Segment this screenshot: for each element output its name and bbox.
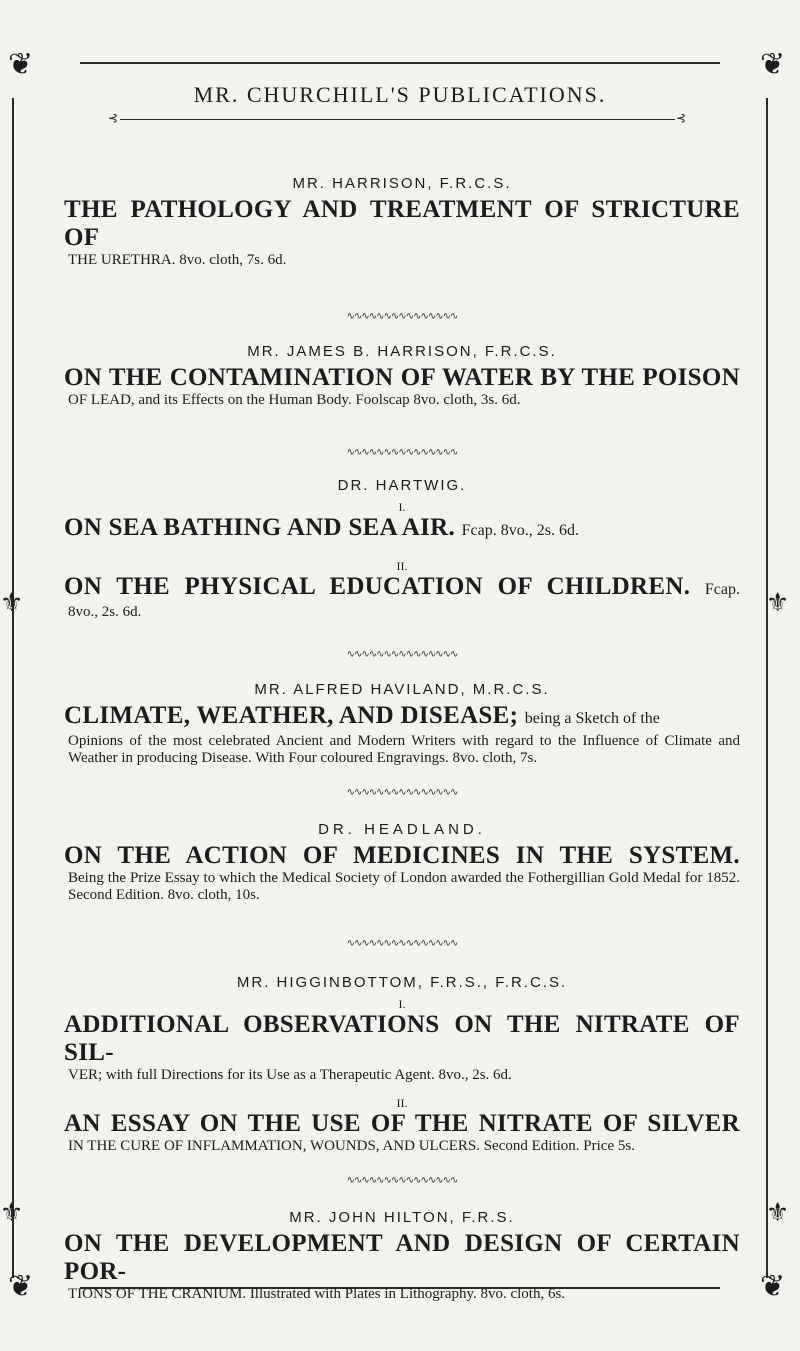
right-rule	[766, 98, 768, 1278]
entry-higginbottom	[64, 974, 740, 1155]
corner-ornament-top-right: ❦	[760, 47, 786, 82]
entry-haviland	[64, 681, 740, 767]
side-ornament-left-bottom: ⚜	[0, 1198, 24, 1228]
wavy-divider: ∿∿∿∿∿∿∿∿∿∿∿∿∿∿∿	[346, 1175, 458, 1186]
entry-james-harrison	[64, 343, 740, 409]
work-title: ADDITIONAL OBSERVATIONS ON THE NITRATE OF SIL-	[64, 1011, 740, 1066]
work-details: 8vo., 2s. 6d.	[68, 604, 142, 620]
work-details: VER; with full Directions for its Use as a Therapeutic Agent. 8vo., 2s. 6d.	[68, 1067, 512, 1083]
work-number: I.	[398, 500, 406, 514]
work-title-suffix: being a Sketch of the	[524, 710, 660, 727]
corner-ornament-bottom-left: ❦	[8, 1269, 34, 1304]
side-ornament-right-top: ⚜	[766, 588, 790, 618]
work-details: OF LEAD, and its Effects on the Human Body. Foolscap 8vo. cloth, 3s. 6d.	[68, 392, 521, 408]
left-rule	[12, 98, 14, 1278]
page-header: MR. CHURCHILL'S PUBLICATIONS.	[193, 82, 607, 107]
wavy-divider: ∿∿∿∿∿∿∿∿∿∿∿∿∿∿∿	[346, 311, 458, 322]
work-details: TIONS OF THE CRANIUM. Illustrated with Plates in Lithography. 8vo. cloth, 6s.	[68, 1286, 566, 1302]
wavy-divider: ∿∿∿∿∿∿∿∿∿∿∿∿∿∿∿	[346, 447, 458, 458]
wavy-divider: ∿∿∿∿∿∿∿∿∿∿∿∿∿∿∿	[346, 787, 458, 798]
side-ornament-right-bottom: ⚜	[766, 1198, 790, 1228]
work-title-suffix: Fcap.	[704, 581, 740, 598]
header-rule	[120, 119, 675, 120]
work-details: Opinions of the most celebrated Ancient and Modern Writers with regard to the Influence of Climate and Weather in producing Disease. With Four coloured Engravings. 8vo. cloth, 7s.	[68, 733, 740, 766]
author-name: DR. HARTWIG.	[337, 477, 467, 494]
work-title	[64, 573, 740, 604]
work-number: I.	[398, 997, 406, 1011]
work-number: II.	[396, 1096, 408, 1110]
wavy-divider: ∿∿∿∿∿∿∿∿∿∿∿∿∿∿∿	[346, 938, 458, 949]
entry-headland	[64, 821, 740, 904]
header-rule-mark-right: ⊰	[676, 111, 687, 125]
work-title: ON THE ACTION OF MEDICINES IN THE SYSTEM.	[64, 842, 740, 869]
author-name: MR. ALFRED HAVILAND, M.R.C.S.	[254, 681, 550, 698]
work-details: IN THE CURE OF INFLAMMATION, WOUNDS, AND ULCERS. Second Edition. Price 5s.	[68, 1138, 635, 1154]
author-name: MR. HARRISON, F.R.C.S.	[292, 175, 512, 192]
work-title: AN ESSAY ON THE USE OF THE NITRATE OF SILVER	[64, 1110, 740, 1137]
author-name: MR. JOHN HILTON, F.R.S.	[289, 1209, 515, 1226]
work-title-main: CLIMATE, WEATHER, AND DISEASE;	[64, 702, 519, 729]
work-details: Being the Prize Essay to which the Medical Society of London awarded the Fothergillian Gold Medal for 1852. Second Edition. 8vo. cloth, 10s.	[68, 870, 740, 903]
wavy-divider: ∿∿∿∿∿∿∿∿∿∿∿∿∿∿∿	[346, 649, 458, 660]
author-name: DR. HEADLAND.	[318, 821, 486, 838]
work-title-suffix: Fcap. 8vo., 2s. 6d.	[461, 522, 579, 539]
corner-ornament-top-left: ❦	[8, 47, 34, 82]
entry-hilton	[64, 1209, 740, 1303]
work-details: THE URETHRA. 8vo. cloth, 7s. 6d.	[68, 252, 287, 268]
work-title	[64, 702, 740, 733]
entry-harrison	[64, 175, 740, 269]
work-number: II.	[396, 559, 408, 573]
author-name: MR. JAMES B. HARRISON, F.R.C.S.	[247, 343, 557, 360]
author-name: MR. HIGGINBOTTOM, F.R.S., F.R.C.S.	[236, 974, 568, 991]
top-rule	[80, 62, 720, 64]
work-title: THE PATHOLOGY AND TREATMENT OF STRICTURE OF	[64, 196, 740, 251]
work-title: ON THE DEVELOPMENT AND DESIGN OF CERTAIN POR-	[64, 1230, 740, 1285]
publication-list	[64, 145, 740, 1303]
header-rule-mark-left: ⊰	[108, 111, 119, 125]
work-title-main: ON SEA BATHING AND SEA AIR.	[64, 514, 456, 541]
work-title-main: ON THE PHYSICAL EDUCATION OF CHILDREN.	[64, 573, 691, 600]
side-ornament-left-top: ⚜	[0, 588, 24, 618]
corner-ornament-bottom-right: ❦	[760, 1269, 786, 1304]
work-title: ON THE CONTAMINATION OF WATER BY THE POISON	[64, 364, 740, 391]
work-title	[64, 514, 740, 545]
entry-hartwig	[64, 477, 740, 621]
